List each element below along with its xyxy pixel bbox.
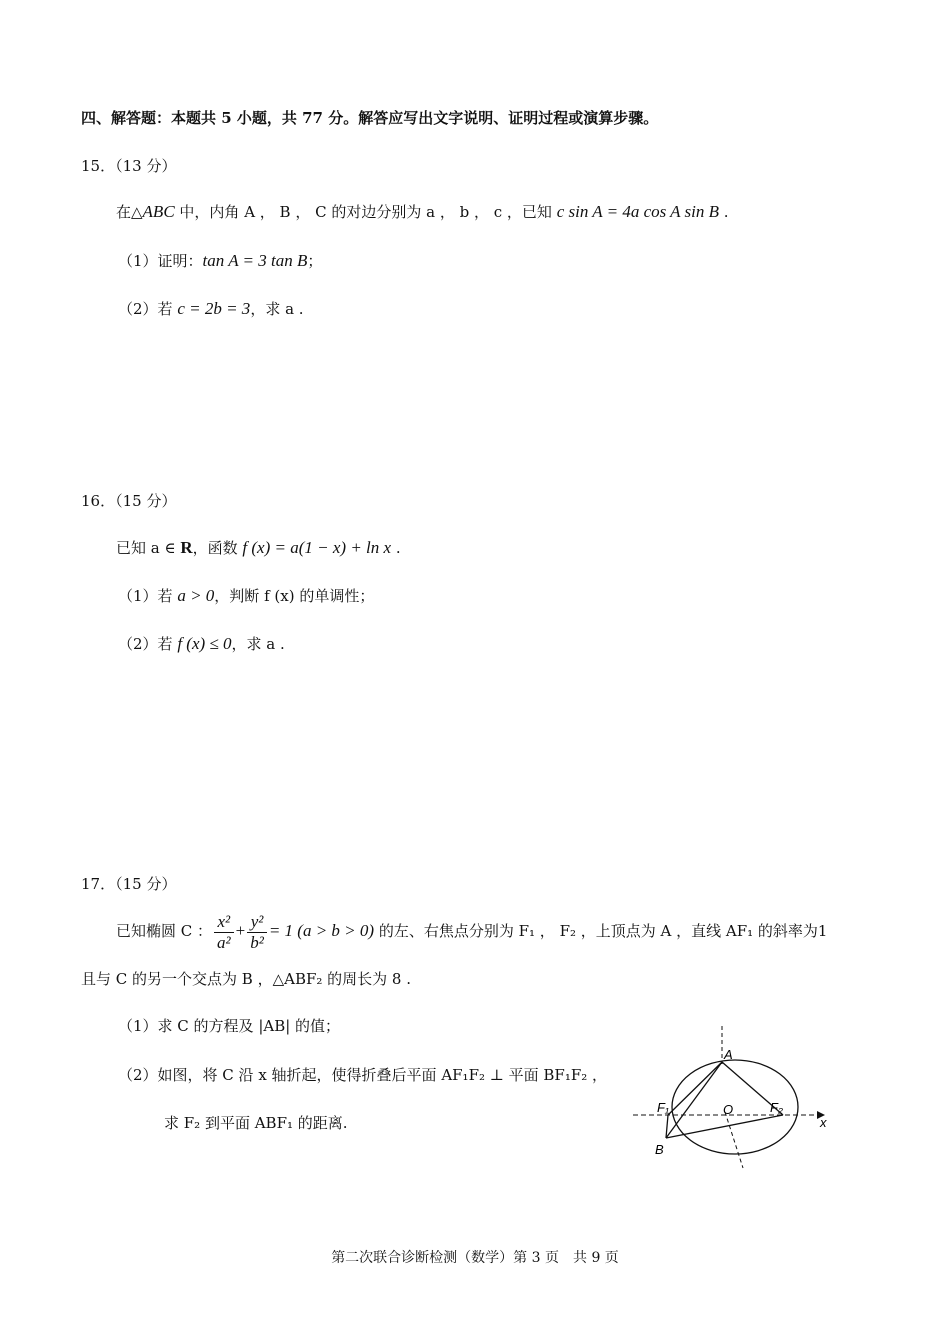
q15-intro-a: 在△ bbox=[116, 203, 143, 221]
segment-A-B bbox=[666, 1062, 722, 1138]
q17-plus-sign: + bbox=[235, 921, 246, 940]
label-A: A bbox=[724, 1047, 733, 1062]
label-x: x bbox=[820, 1115, 827, 1130]
q16-part1-condition: a > 0 bbox=[177, 586, 215, 605]
q15-part1-equation: tan A = 3 tan B bbox=[202, 251, 308, 270]
q15-number: 15．（13 分） bbox=[81, 157, 177, 175]
q16-part1-label: （1）若 bbox=[118, 587, 178, 605]
q17-intro-a: 已知椭圆 C ： bbox=[116, 922, 213, 940]
q15-intro-c: 中，内角 A ， B ， C 的对边分别为 a ， b ， c ，已知 bbox=[174, 203, 557, 221]
label-B: B bbox=[655, 1142, 664, 1157]
q16-part2-end: ，求 a . bbox=[231, 635, 285, 653]
q15-triangle-name: ABC bbox=[142, 202, 175, 221]
q16-intro-end: . bbox=[391, 539, 401, 557]
section-heading: 四、解答题：本题共 5 小题，共 77 分。解答应写出文字说明、证明过程或演算步骤。 bbox=[81, 109, 659, 127]
label-O: O bbox=[723, 1102, 734, 1117]
label-F1: F₁ bbox=[657, 1100, 670, 1115]
q17-fraction-y bbox=[247, 912, 267, 953]
q15-part2-end: ，求 a . bbox=[250, 300, 304, 318]
q17-intro bbox=[116, 906, 827, 956]
q15-given-equation: c sin A = 4a cos A sin B bbox=[556, 202, 719, 221]
q15-part1-end: ； bbox=[307, 252, 323, 270]
q15-part1-label: （1）证明： bbox=[118, 252, 203, 270]
q17-fraction-x-denominator: a² bbox=[217, 932, 231, 952]
q16-real-set: R bbox=[180, 538, 193, 557]
q16-part2-label: （2）若 bbox=[118, 635, 178, 653]
q15-intro-end: . bbox=[718, 203, 729, 221]
q15-part2-label: （2）若 bbox=[118, 300, 178, 318]
segment-B-F2 bbox=[666, 1115, 783, 1138]
label-F2: F₂ bbox=[770, 1100, 783, 1115]
q17-part2-line2: 求 F₂ 到平面 ABF₁ 的距离. bbox=[164, 1114, 348, 1132]
segment-B-F1 bbox=[666, 1115, 668, 1138]
q17-intro-b: 的左、右焦点分别为 F₁ ， F₂ ，上顶点为 A ，直线 AF₁ 的斜率为1 bbox=[374, 922, 828, 940]
q17-fraction-y-denominator: b² bbox=[250, 932, 264, 952]
folded-ellipse-figure bbox=[625, 1022, 840, 1172]
q17-ellipse-equation-rest: = 1 (a > b > 0) bbox=[268, 921, 375, 940]
q15-intro bbox=[116, 201, 729, 223]
q16-part2-condition: f (x) ≤ 0 bbox=[177, 634, 232, 653]
q16-intro bbox=[116, 537, 401, 559]
q17-fraction-y-numerator: y² bbox=[247, 912, 267, 933]
page-footer: 第二次联合诊断检测（数学）第 3 页 共 9 页 bbox=[331, 1250, 619, 1266]
q17-line2: 且与 C 的另一个交点为 B ，△ABF₂ 的周长为 8 . bbox=[81, 970, 412, 988]
q17-number: 17．（15 分） bbox=[81, 875, 177, 893]
q17-fraction-x bbox=[214, 912, 234, 953]
q16-part2 bbox=[118, 633, 285, 655]
q17-part1: （1）求 C 的方程及 |AB| 的值； bbox=[118, 1017, 341, 1035]
q16-intro-a: 已知 a ∈ bbox=[116, 539, 181, 557]
q16-function-definition: f (x) = a(1 − x) + ln x bbox=[242, 538, 392, 557]
q15-part1 bbox=[118, 250, 322, 272]
q16-part1-end: ，判断 f (x) 的单调性； bbox=[214, 587, 375, 605]
q16-number: 16．（15 分） bbox=[81, 492, 177, 510]
q15-part2-equation: c = 2b = 3 bbox=[177, 299, 251, 318]
q17-fraction-x-numerator: x² bbox=[214, 912, 234, 933]
q15-part2 bbox=[118, 298, 304, 320]
q17-part2-line1: （2）如图，将 C 沿 x 轴折起，使得折叠后平面 AF₁F₂ ⊥ 平面 BF₁F₂ ， bbox=[118, 1066, 608, 1084]
fold-line bbox=[725, 1112, 743, 1168]
q16-part1 bbox=[118, 585, 374, 607]
q16-intro-b: ，函数 bbox=[192, 539, 243, 557]
